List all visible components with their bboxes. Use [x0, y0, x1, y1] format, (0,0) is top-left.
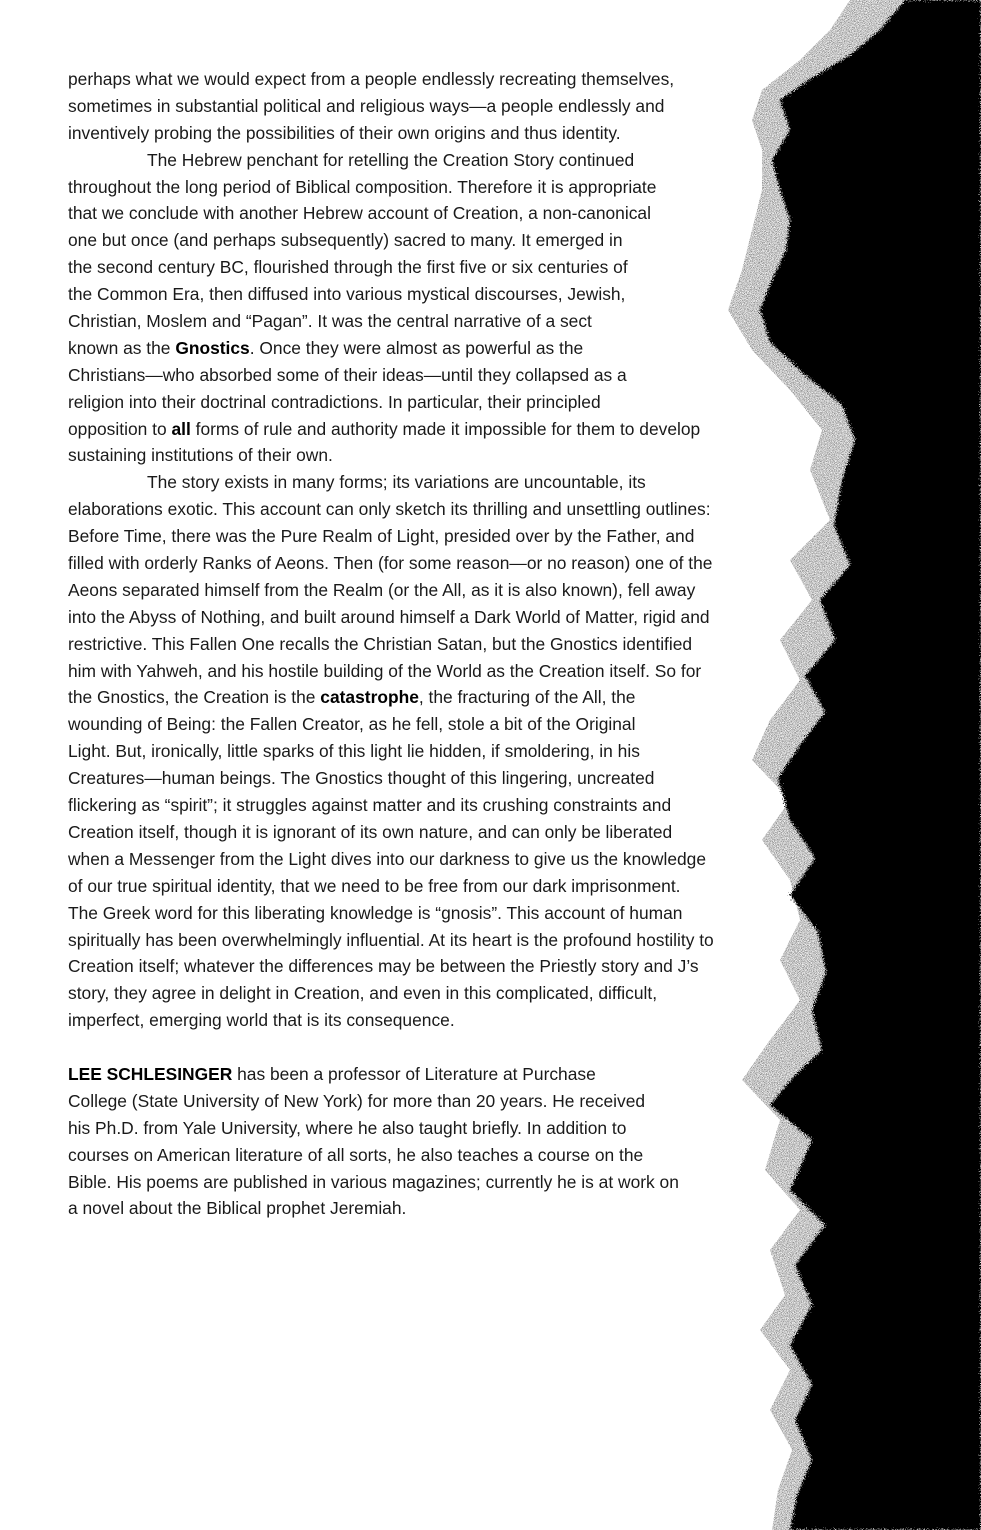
- paragraph3-line: [68, 684, 818, 711]
- text-run: Christian, Moslem and “Pagan”. It was the central narrative of a sect: [68, 311, 592, 332]
- text-run: the Common Era, then diffused into various mystical discourses, Jewish,: [68, 284, 626, 305]
- paragraph3-line: [68, 658, 818, 685]
- paragraph3-line: [68, 846, 818, 873]
- text-run: Before Time, there was the Pure Realm of Light, presided over by the Father, and: [68, 526, 695, 547]
- paragraph1-line: [68, 93, 818, 120]
- paragraph3-line: [68, 550, 818, 577]
- text-run: him with Yahweh, and his hostile building of the World as the Creation itself. So for: [68, 660, 702, 681]
- paragraph1-line: [68, 120, 818, 147]
- paragraph3-line: [68, 496, 818, 523]
- paragraph2-line: [68, 147, 818, 174]
- paragraph3-line: [68, 953, 818, 980]
- text-run: Creation itself, though it is ignorant of its own nature, and can only be liberated: [68, 821, 673, 842]
- text-run: the second century BC, flourished through the first five or six centuries of: [68, 257, 628, 278]
- paragraph-3: [68, 469, 818, 1034]
- bold-term: Gnostics: [175, 337, 250, 358]
- paragraph3-line: [68, 900, 818, 927]
- bio-line: [68, 1061, 818, 1088]
- text-run: that we conclude with another Hebrew account of Creation, a non-canonical: [68, 203, 651, 224]
- text-run: , the fracturing of the All, the: [418, 687, 636, 708]
- text-run: The Greek word for this liberating knowledge is “gnosis”. This account of human: [68, 902, 683, 923]
- text-run: story, they agree in delight in Creation, and even in this complicated, difficult,: [68, 983, 658, 1004]
- text-run: forms of rule and authority made it impossible for them to develop: [190, 418, 701, 439]
- text-run: Creation itself; whatever the differences may be between the Priestly story and J’s: [68, 956, 699, 977]
- author-bio: [68, 1061, 818, 1222]
- paragraph1-line: [68, 66, 818, 93]
- text-run: inventively probing the possibilities of their own origins and thus identity.: [68, 122, 621, 143]
- text-run: courses on American literature of all sorts, he also teaches a course on the: [68, 1144, 644, 1165]
- text-run: The Hebrew penchant for retelling the Creation Story continued: [147, 149, 635, 170]
- text-run: sustaining institutions of their own.: [68, 445, 333, 466]
- bold-term: all: [171, 418, 191, 439]
- paragraph2-line: [68, 254, 818, 281]
- paragraph2-line: [68, 389, 818, 416]
- text-run: wounding of Being: the Fallen Creator, as he fell, stole a bit of the Original: [68, 714, 636, 735]
- text-run: Light. But, ironically, little sparks of this light lie hidden, if smoldering, in his: [68, 741, 640, 762]
- text-run: known as the: [68, 337, 176, 358]
- paragraph3-line: [68, 927, 818, 954]
- paragraph2-line: [68, 335, 818, 362]
- text-run: College (State University of New York) for more than 20 years. He received: [68, 1090, 646, 1111]
- text-run: The story exists in many forms; its variations are uncountable, its: [147, 472, 646, 493]
- text-run: flickering as “spirit”; it struggles against matter and its crushing constraints and: [68, 795, 672, 816]
- paragraph2-line: [68, 308, 818, 335]
- text-run: restrictive. This Fallen One recalls the Christian Satan, but the Gnostics identified: [68, 633, 693, 654]
- paragraph-gap: [68, 1034, 818, 1061]
- paragraph3-line: [68, 873, 818, 900]
- text-run: . Once they were almost as powerful as the: [249, 337, 584, 358]
- text-run: religion into their doctrinal contradictions. In particular, their principled: [68, 391, 601, 412]
- paragraph2-line: [68, 200, 818, 227]
- text-run: one but once (and perhaps subsequently) sacred to many. It emerged in: [68, 230, 623, 251]
- paragraph3-line: [68, 604, 818, 631]
- bio-line: [68, 1142, 818, 1169]
- text-run: Bible. His poems are published in various magazines; currently he is at work on: [68, 1171, 679, 1192]
- text-run: opposition to: [68, 418, 172, 439]
- paragraph2-line: [68, 281, 818, 308]
- text-run: into the Abyss of Nothing, and built around himself a Dark World of Matter, rigid and: [68, 606, 710, 627]
- bold-term: LEE SCHLESINGER: [68, 1063, 233, 1084]
- bio-line: [68, 1115, 818, 1142]
- text-run: sometimes in substantial political and religious ways—a people endlessly and: [68, 95, 665, 116]
- paragraph3-line: [68, 523, 818, 550]
- text-run: a novel about the Biblical prophet Jeremiah.: [68, 1198, 407, 1219]
- paragraph3-line: [68, 631, 818, 658]
- paragraph3-line: [68, 792, 818, 819]
- text-run: elaborations exotic. This account can only sketch its thrilling and unsettling outlines:: [68, 499, 711, 520]
- paragraph3-line: [68, 577, 818, 604]
- paragraph3-line: [68, 738, 818, 765]
- paragraph3-line: [68, 980, 818, 1007]
- text-run: Creatures—human beings. The Gnostics thought of this lingering, uncreated: [68, 768, 655, 789]
- text-run: filled with orderly Ranks of Aeons. Then (for some reason—or no reason) one of the: [68, 553, 713, 574]
- bio-line: [68, 1088, 818, 1115]
- bold-term: catastrophe: [320, 687, 419, 708]
- paragraph-1: [68, 66, 818, 147]
- paragraph3-line: [68, 765, 818, 792]
- text-run: perhaps what we would expect from a people endlessly recreating themselves,: [68, 69, 675, 89]
- paragraph-2: [68, 147, 818, 470]
- paragraph2-line: [68, 416, 818, 443]
- paragraph2-line: [68, 442, 818, 469]
- paragraph3-line: [68, 711, 818, 738]
- text-run: Aeons separated himself from the Realm (or the All, as it is also known), fell away: [68, 579, 696, 600]
- text-run: of our true spiritual identity, that we need to be free from our dark imprisonment.: [68, 875, 681, 896]
- text-run: when a Messenger from the Light dives into our darkness to give us the knowledge: [68, 848, 707, 869]
- bio-line: [68, 1169, 818, 1196]
- text-run: has been a professor of Literature at Purchase: [232, 1063, 596, 1084]
- text-run: Christians—who absorbed some of their ideas—until they collapsed as a: [68, 364, 627, 385]
- paragraph3-line: [68, 1007, 818, 1034]
- paragraph2-line: [68, 227, 818, 254]
- article-text-column: [68, 66, 818, 1222]
- paragraph2-line: [68, 174, 818, 201]
- paragraph2-line: [68, 362, 818, 389]
- bio-line: [68, 1195, 818, 1222]
- text-run: throughout the long period of Biblical composition. Therefore it is appropriate: [68, 176, 657, 197]
- text-run: the Gnostics, the Creation is the: [68, 687, 321, 708]
- text-run: his Ph.D. from Yale University, where he also taught briefly. In addition to: [68, 1117, 627, 1138]
- paragraph3-line: [68, 469, 818, 496]
- paragraph3-line: [68, 819, 818, 846]
- text-run: spiritually has been overwhelmingly influential. At its heart is the profound hostility to: [68, 929, 714, 950]
- text-run: imperfect, emerging world that is its consequence.: [68, 1010, 455, 1031]
